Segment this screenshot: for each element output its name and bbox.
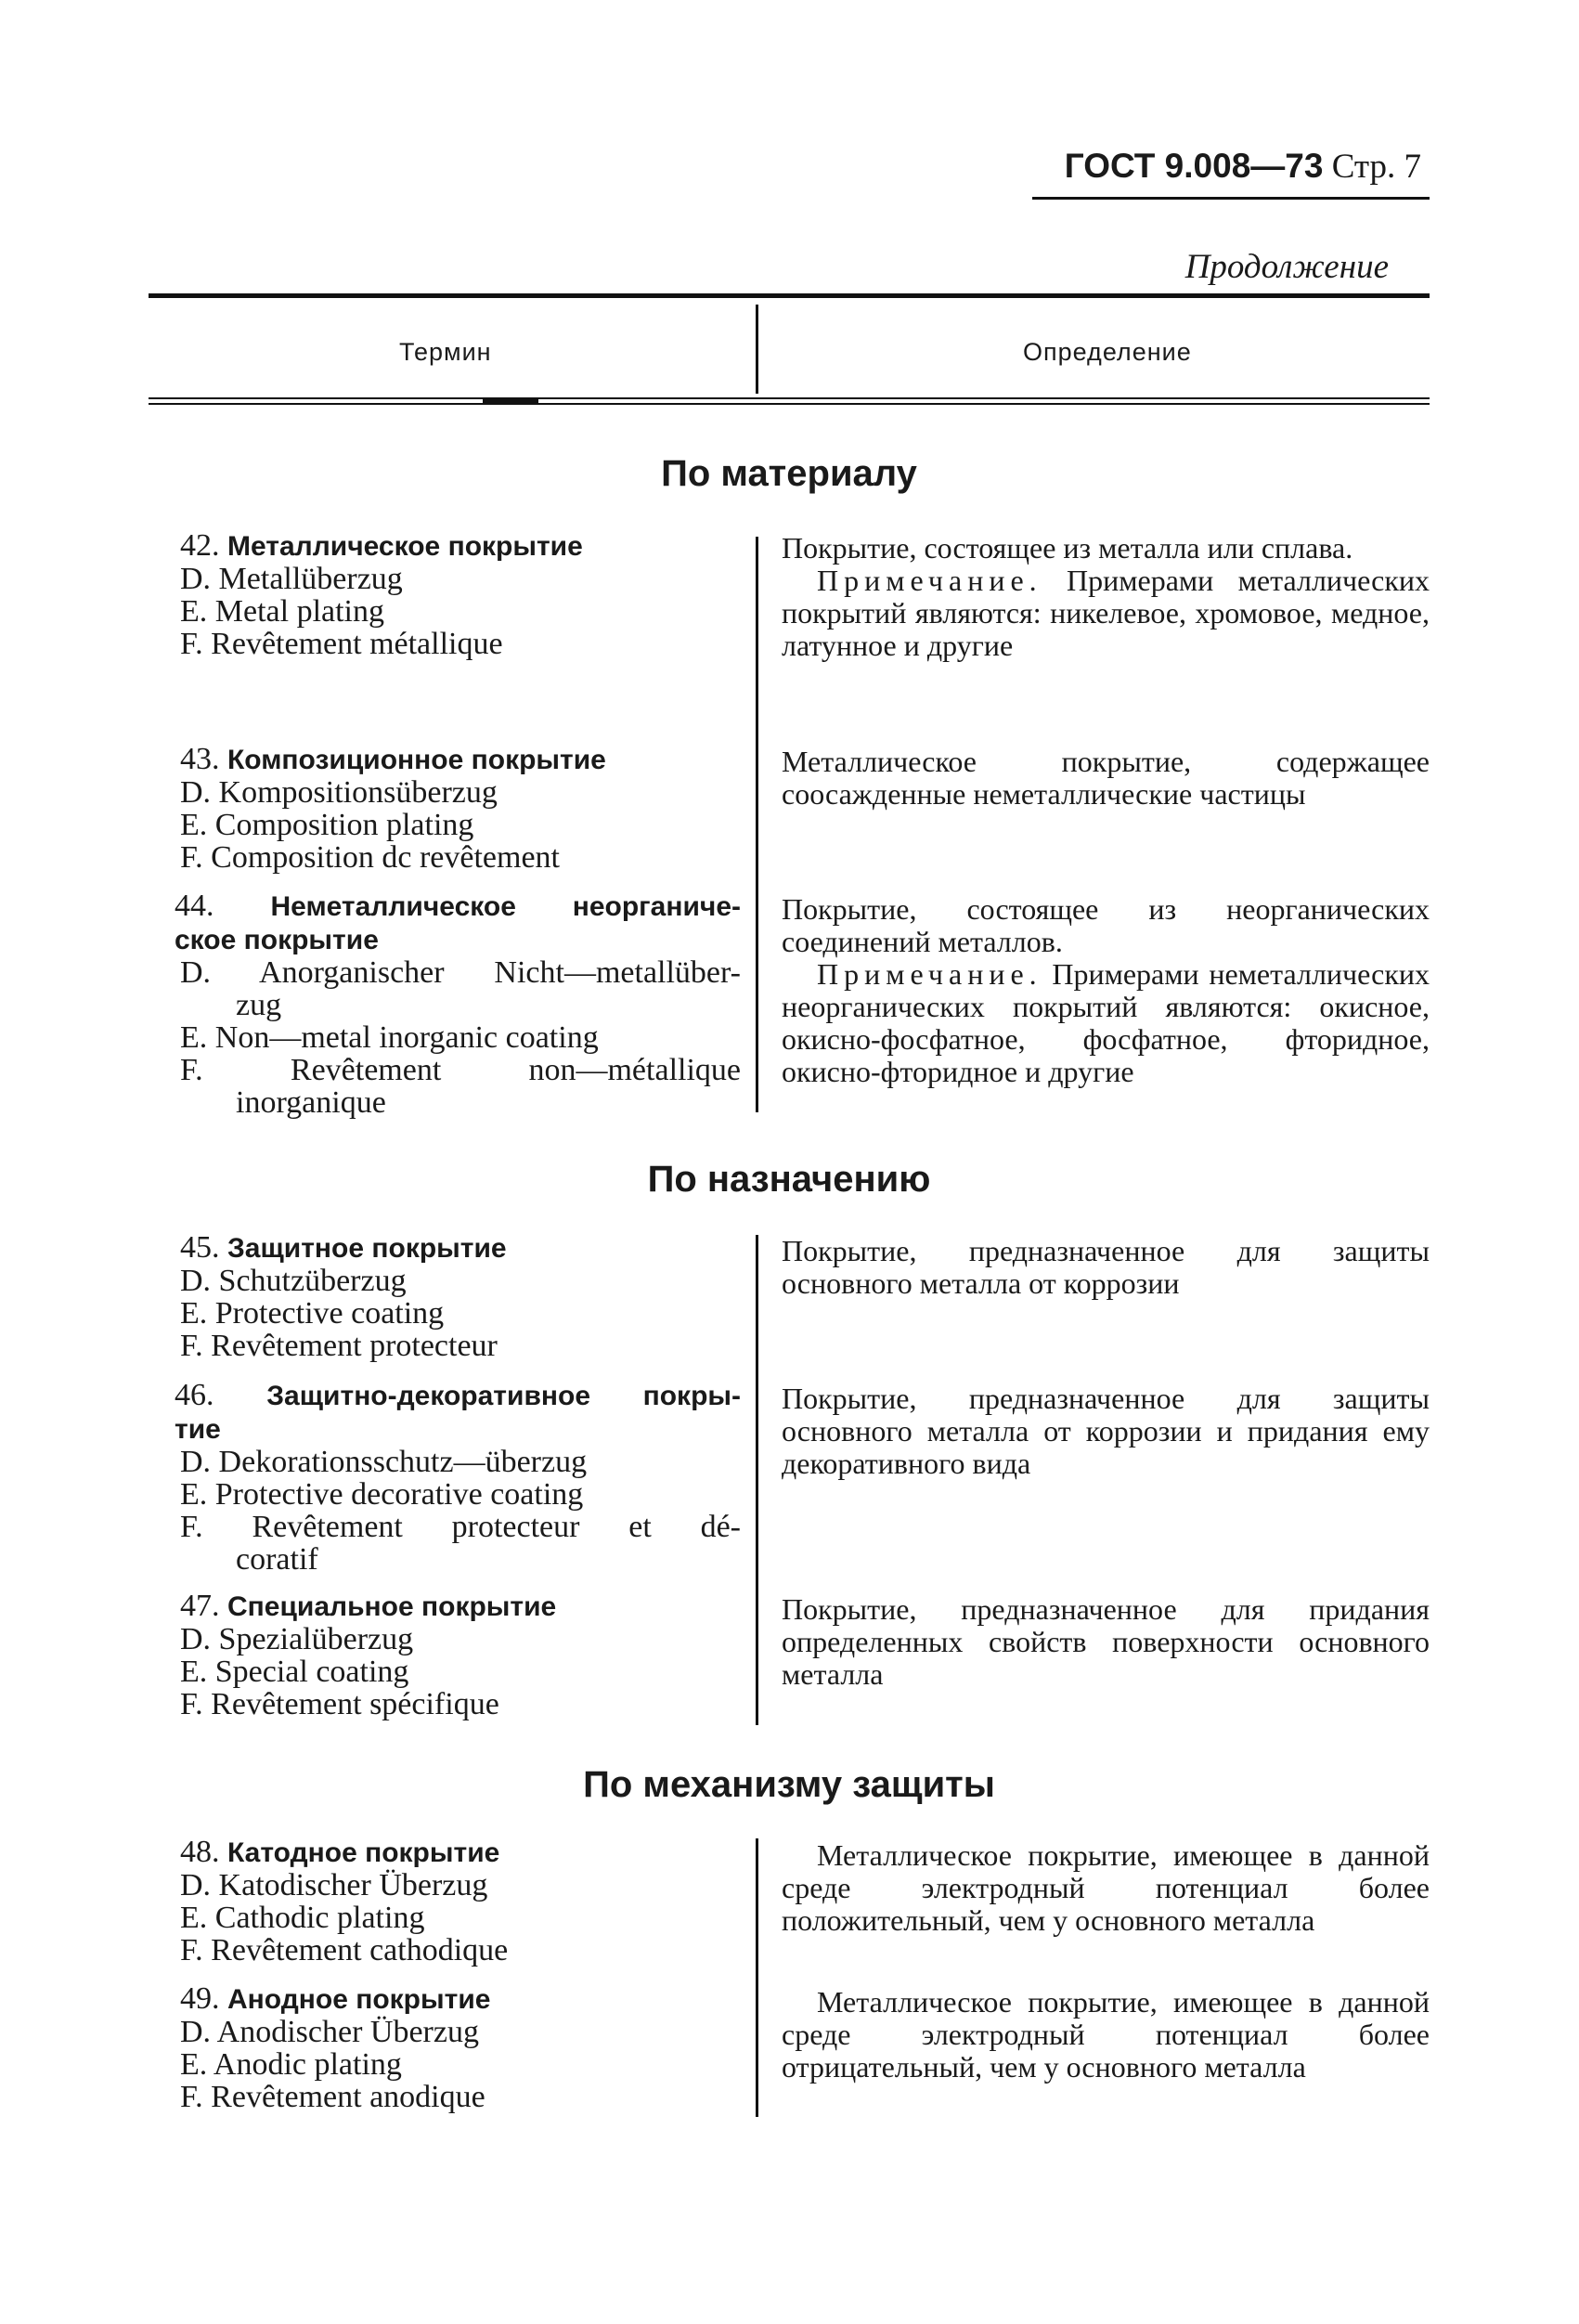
term-49: [175, 1982, 741, 2113]
definition-49: [782, 1986, 1430, 2084]
column-header-term: Термин: [399, 338, 492, 366]
term-title: Специальное покрытие: [227, 1591, 557, 1622]
definition-text: Покрытие, состоящее из металла или сплава.: [782, 531, 1353, 565]
note-text: Примерами неметаллических неорганических покрытий являются: окисное, окисно-фосфатное, фосфатное, фторидное, окисно-фторидное и другие: [782, 957, 1430, 1088]
continuation-label: Продолжение: [1184, 248, 1389, 286]
definition-text: Металлическое покрытие, содержащее соосажденные неметаллические частицы: [782, 745, 1430, 811]
term-48: [175, 1836, 741, 1967]
column-divider: [756, 1838, 758, 2117]
term-title: Металлическое покрытие: [227, 531, 583, 562]
table-header-rule: [149, 397, 1430, 399]
term-46: [175, 1379, 741, 1576]
term-fr: F. Revêtement protecteur: [180, 1329, 498, 1363]
term-en: E. Protective coating: [180, 1296, 445, 1331]
term-number: 49.: [180, 1981, 220, 2016]
section-title-mechanism: По механизму защиты: [583, 1764, 995, 1805]
term-de: D. Spezialüberzug: [180, 1622, 414, 1656]
term-en: E. Cathodic plating: [180, 1901, 425, 1935]
term-title: Защитно-декоративное покры-: [266, 1381, 742, 1411]
term-title-cont: ское покрытие: [175, 925, 379, 955]
term-fr: F. Composition dc revêtement: [180, 840, 560, 875]
term-number: 42.: [180, 528, 220, 563]
note-label: Примечание.: [817, 564, 1042, 597]
term-fr: F. Revêtement cathodique: [180, 1933, 509, 1967]
term-en: E. Anodic plating: [180, 2047, 402, 2082]
definition-text: Металлическое покрытие, имеющее в данной среде электродный потенциал более положительный, чем у основного металла: [782, 1838, 1430, 1937]
definition-42: [782, 532, 1430, 662]
section-title-material: По материалу: [661, 453, 917, 494]
column-divider: [756, 1235, 758, 1725]
term-fr-cont: inorganique: [236, 1085, 386, 1120]
definition-43: [782, 746, 1430, 811]
term-fr-cont: coratif: [236, 1542, 318, 1577]
header-underline: [1032, 197, 1430, 200]
column-header-definition: Определение: [1023, 338, 1192, 366]
term-de: D. Katodischer Überzug: [180, 1868, 488, 1902]
term-en: E. Metal plating: [180, 594, 385, 629]
term-fr: F. Revêtement métallique: [180, 627, 503, 661]
term-title-cont: тие: [175, 1414, 221, 1445]
term-title: Анодное покрытие: [227, 1984, 491, 2015]
definition-46: [782, 1383, 1430, 1480]
term-title: Неметаллическое неорганиче-: [270, 891, 742, 922]
term-44: [175, 889, 741, 1119]
term-title: Катодное покрытие: [227, 1837, 500, 1868]
term-number: 48.: [180, 1835, 220, 1869]
definition-48: [782, 1839, 1430, 1937]
term-de: D. Kompositionsüberzug: [180, 775, 498, 810]
term-fr: F. Revêtement protecteur et dé-: [180, 1510, 741, 1544]
term-en: E. Non—metal inorganic coating: [180, 1020, 599, 1055]
definition-text: Покрытие, предназначенное для придания определенных свойств поверхности основного металла: [782, 1592, 1430, 1691]
table-header-rule-2: [149, 403, 1430, 405]
column-divider-header: [756, 305, 758, 394]
term-de: D. Metallüberzug: [180, 562, 403, 596]
definition-text: Металлическое покрытие, имеющее в данной среде электродный потенциал более отрицательный, чем у основного металла: [782, 1985, 1430, 2084]
page-number: Стр. 7: [1331, 148, 1421, 186]
definition-45: [782, 1235, 1430, 1300]
note-text: Примерами металлических покрытий являются: никелевое, хромовое, медное, латунное и другие: [782, 564, 1430, 662]
term-de-cont: zug: [236, 988, 282, 1022]
note-label: Примечание.: [817, 957, 1042, 991]
term-number: 43.: [180, 742, 220, 776]
term-de: D. Anorganischer Nicht—metallüber-: [180, 955, 741, 990]
term-42: [175, 529, 741, 660]
term-fr: F. Revêtement spécifique: [180, 1687, 499, 1721]
definition-47: [782, 1593, 1430, 1691]
definition-text: Покрытие, состоящее из неорганических соединений металлов.: [782, 892, 1430, 958]
term-en: E. Composition plating: [180, 808, 474, 842]
table-top-rule: [149, 293, 1430, 298]
section-title-purpose: По назначению: [647, 1159, 931, 1200]
term-title: Защитное покрытие: [227, 1233, 507, 1264]
term-fr: F. Revêtement anodique: [180, 2080, 485, 2114]
table-header-rule-mark: [483, 399, 538, 405]
term-de: D. Dekorationsschutz—überzug: [180, 1445, 588, 1479]
term-number: 44.: [175, 889, 214, 923]
term-en: E. Protective decorative coating: [180, 1477, 584, 1512]
column-divider: [756, 537, 758, 1112]
term-de: D. Schutzüberzug: [180, 1264, 407, 1298]
term-title: Композиционное покрытие: [227, 745, 606, 775]
term-45: [175, 1231, 741, 1362]
term-fr: F. Revêtement non—métallique: [180, 1053, 741, 1087]
term-number: 45.: [180, 1230, 220, 1265]
page-header: [1065, 147, 1421, 187]
term-43: [175, 743, 741, 874]
definition-text: Покрытие, предназначенное для защиты основного металла от коррозии и придания ему декоративного вида: [782, 1382, 1430, 1480]
term-number: 46.: [175, 1378, 214, 1412]
standard-number: ГОСТ 9.008—73: [1064, 147, 1324, 185]
term-en: E. Special coating: [180, 1655, 409, 1689]
term-number: 47.: [180, 1589, 220, 1623]
term-de: D. Anodischer Überzug: [180, 2015, 479, 2049]
term-47: [175, 1590, 741, 1720]
definition-44: [782, 893, 1430, 1088]
definition-text: Покрытие, предназначенное для защиты основного металла от коррозии: [782, 1234, 1430, 1300]
